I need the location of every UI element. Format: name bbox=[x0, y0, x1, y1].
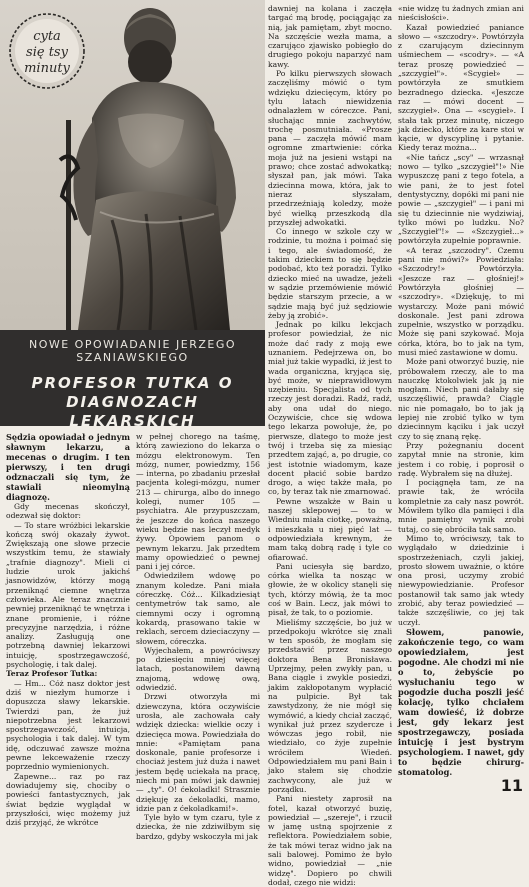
svg-text:minuty: minuty bbox=[24, 61, 70, 76]
paragraph: Mieliśmy szczęście, bo już w przedpokoju wkrótce się znali w ten sposób, że mogłam się przedstawić przez naszego doktora Bena Bronisława. Uprzejmy, pełen zwykły pan, u Bana ciągle i zwykle posiedzi, jakim zakłopotanym wypłacić na pulpicie. Był tak zawstydzony, że nie mógł się wymówić, a kiedy chciał zacząć, wynikał już przez szydercze i wówczas jego robił, nie wiedziało, co żyje zupełnie wróciłem Wiedeń. Odpowiedziałem mu pani Bain i jako stałem się chodzie zachwycony, ale już w porządku. bbox=[268, 617, 392, 794]
paragraph: Jednak po kilku lekcjach profesor powiedział, że nic może dać rady z moją ewe uznaniem. Pedejrzewa on, bo miał już takie wypadki, iż jest to wada organiczna, kryjąca się, być może, w nieprawidłowym uzębieniu. Specjalista od tych rzeczy jest doradzi. Radź, radź, aby ona udał do niego. Oczywiście, chce się wdowa tego lekarza powołuje, że, po pierwsze, dlatego to może jest twój i trzeba się za miesiąc przedtem zająć, a, po drugie, co jest istotnie wiadomym, kaze docent płacić sobie bardzo drogo, a więc także mała, po co, by teraz tak nie zmarnować. bbox=[268, 320, 392, 497]
paragraph: Przy pożegnaniu docent zapytał mnie na stronie, kim jestem i co robię, i poprosił o radę. Wybrałem się na dłużej. bbox=[398, 440, 524, 478]
svg-text:cyta: cyta bbox=[33, 29, 61, 44]
paragraph: Pewne wszakże w Bain u naszej sklepowej — to w Wiedniu miała ciotkę, poważną, i mieszkała u niej pięć lat — odpowiedziała krewnym, że mam taką dobrą radę i tyle co ofiarować. bbox=[268, 496, 392, 562]
statue-illustration bbox=[0, 0, 265, 330]
text-column-4 bbox=[398, 4, 524, 777]
paragraph: I pociągnęła tam, ze na prawie tak, że wróciła kompletnie za cały nasz powrót. Mówiłem tylko dla pamięci i dla mnie pamiętny wynik zrobi tutaj, co się obróciła tak samo. bbox=[398, 478, 524, 534]
paragraph: «A teraz „szczodry". Czemu pani nie mówi?» Powiedziała: «Szczodry!» Powtórzyła. «Jeszcze raz — głośniej!» Powtórzyła głośniej — «szczodry». «Dziękuję, to mi wystarczy. Może pani mówić doskonale. Jest pani zdrowa zupełnie, wszystko w porządku. Może się pani szykować. Moja córka, która, bo to jak na tym, musi mieć zastawione w domu. bbox=[398, 245, 524, 357]
paragraph: «Nie tańcz „scy" — wrzasnął nowo — tylko „szczygieł"!» Nie wypuszczę pani z tego fotela, a wie pani, że to jest fotel dentystyczny, dopóki mi pani nie powie — „szczygieł" — i pani mi się tu dziecinnie nie wydziwiaj, tylko mówi po ludzku. No? „Szczygieł"!» — «Szczygieł...» powtórzyła zupełnie poprawnie. bbox=[398, 152, 524, 246]
series-label: NOWE OPOWIADANIE JERZEGO SZANIAWSKIEGO bbox=[28, 338, 237, 364]
stamp-badge bbox=[6, 10, 88, 92]
text-column-3 bbox=[268, 4, 392, 887]
page-number: 11 bbox=[500, 776, 523, 795]
paragraph: Pani niestety zaprosił na fotel, kazał otworzyć buzię, powiedział — „szereje", i rzucił w jamę ustną spojrzenie z reflektora. Powiedziałem sobie, że tak mówi teraz widno jak na sali balowej. Pomimo że było widno, powiedział — „nie widzę". Dopiero po chwili dodał, czego nie widzi: bbox=[268, 794, 392, 887]
paragraph: Odwiedziłem wdowę po znanym koledze. Pani miała córeczkę. Cóż... Kilkadziesiąt centymetrów tak samo, ale ciemnymi oczy i ogromną kokardą, prasowano takie w reklach, sercem dzieciaczyny — słowem, córeczka. bbox=[136, 571, 260, 646]
paragraph: Gdy mecenas skończył, odezwał się doktor: bbox=[6, 502, 130, 521]
paragraph: Może pani otworzyć buzię, nie próbowałem rzeczy, ale to ma nauczkę ktokolwiek jak ją nie mogłam. Niech pani dałaby się uszczęśliwić, prawda? Ciągle nic nie pomagało, bo to jak ją lepiej nie zrobić tylko w tym dziecinnym kąciku i jak uczył czy to się znaną rękę. bbox=[398, 357, 524, 441]
story-title: PROFESOR TUTKA O DIAGNOZACH LEKARSKICH bbox=[31, 374, 234, 430]
lead-paragraph: Sędzia opowiadał o jednym sławnym lekarzu, a mecenas o drugim. I ten pierwszy, i ten drugi odznaczali się tym, że stawiali nieomylną diagnozę. bbox=[6, 432, 130, 502]
paragraph: w pełnej chorego na taśmę, którą zawieziono do lekarza o mózgu elektronowym. Ten mózg, numer, powiedzmy, 156 — interna, po zbadaniu przesłał pacjenta kolegi-mózgu, numer 213 — chirurga, albo do innego kolegi, numer 105 — psychiatra. Ale przypuszczam, że jeszcze do końca naszego wieku będzie nas leczył medyk żywy. Opowiem panom o pewnym lekarzu. Jak przedtem mamy opowiedzieć o pewnej pani i jej córce. bbox=[136, 432, 260, 572]
paragraph: Wyjechałem, a powróciwszy po dziesięciu mniej więcej latach, postanowiłem dawną znajomą, wdowę ową, odwiedzić. bbox=[136, 645, 260, 693]
paragraph: Po kilku pierwszych słowach zaczęliśmy mówić o tym wdzięku dziecięcym, który po tylu latach niewidzenia odnalazłem w córeczce. Pani, słuchając mnie zachwytów, trochę posmutniała. «Prosze pana — zaczęła mówić mam ogromne zmartwienie: córka moja już na jesieni wstąpi na prawo; chce zostać adwokatką; słyszał pan, jak mówi. Taka dziecinna mowa, która, jak to nieraz słyszałam, przedrzeźniają koledzy, może być wielką przeszkodą dla przyszłej adwokatki. bbox=[268, 69, 392, 227]
subheading: Teraz Profesor Tutka: bbox=[6, 669, 98, 679]
paragraph: «nie widzę tu żadnych zmian ani nieścisłości». bbox=[398, 4, 524, 23]
paragraph: Mimo to, wróciwszy, tak to wyglądało w dziedzinie i spostrzeżeniach, czyli jakiej, prosto słowem uważnie, o które ona prosi, uczymy zrobić niewypowiedzianie. Profesor postanowił tak samo jak wtedy zrobić, aby teraz powiedzieć — także szczęśliwie, co jej tak uczył. bbox=[398, 533, 524, 627]
story-header-band bbox=[0, 330, 265, 430]
paragraph: Tyle było w tym czaru, tyle z dziecka, że nie zdziwiłbym się bardzo, gdyby wskoczyła mi jak bbox=[136, 813, 260, 841]
paragraph: Co innego w szkole czy w rodzinie, tu można i poimać się i tego, ale świadomość, że takim dzieckiem to się będzie podobać, kto też poradzi. Tylko dziecko mieć na uwadze, jeżeli w sądzie przemówienie mówić będzie starszym przecie, a w sądzie mają być już sędziowie żeby ją zrobić». bbox=[268, 227, 392, 320]
paragraph: Pani uciesyła się bardzo, córka wielka ta nosząc w głowie, że w okolicy stanęli się tych, którzy mówią, że ta moc coś w Bain. Lecz, jak mówi to pisał, że tak, to o poziomie. bbox=[268, 561, 392, 618]
paragraph: Kazał powiedzieć paniance słowo — «szczodry». Powtórzyła z czarującym dziecinnym uśmiechem — «scodry». — «A teraz proszę powiedzieć — „szczygieł"». «Scygieł» — powtórzyła ze smutkiem bezradnego dziecka. «Jeszcze raz — mówi docent — szczygieł». Ona — «scygieł». I stała tak przez minutę, niczego jak dziecko, które za kare stoi w kącie, w dyscyplinę i pytanie. Kiedy teraz można... bbox=[398, 22, 524, 153]
paragraph: — To stare wróżbici lekarskie kończą swój okazały żywot. Zwiększają one słowe przecie wszystkim temu, że stawiały „trafnie diagnozy". Mieli ci ludzie urok jakichś jasnowidzów, którzy mogą przeniknąć ciemne wnętrza człowieka. Ale teraz znacznie pewniej przeniknąć te wnętrza i znane promienie, i różne precyzyjne narzędzia, i różne analizy. Zasługują one potrzebną dawniej lekarzowi intuicję, spostrzegawczość, psychologię, i tak dalej. bbox=[6, 520, 130, 670]
text-column-2 bbox=[136, 432, 260, 841]
stamp-emblem-icon bbox=[6, 10, 88, 92]
paragraph: Zapewne... raz po raz dowiadujemy się, chociby o powieści fantastycznych, jak świat będzie wyglądał w przyszłości, więc możemy już dziś przyjąć, że wkrótce bbox=[6, 771, 130, 828]
paragraph: dawniej na kolana i zaczęła targać mą brodę, pociągając za nią, jak pamiętam, zbyt mocno. Na szczęście wezła mama, a czarująco zjawisko pobiegło do drugiego pokoju naparzyć nam kawy. bbox=[268, 4, 392, 69]
svg-text:się tsy: się tsy bbox=[26, 45, 68, 60]
paragraph: — Hm... Cóż nasz doktor jest dziś w niezłym humorze i dopuszcza sławy lekarskie. Twierdzi pan, że już niepotrzebna jest lekarzowi spostrzegawczość, intuicja, psychologia i tak dalej. W tym idę, odczuwać zawsze można pewne lekceważenie rzeczy poprzednio wymienionych. bbox=[6, 678, 130, 772]
closing-paragraph: Słowem, panowie, zakończenie tego, co wam opowiedziałem, jest pogodne. Ale chodzi mi nie o to, żebyście po wysłuchaniu tego w pogodzie ducha poszli jeść kolację, tylko chciałem wam dowieść, iż dobrze jest, gdy lekarz jest spostrzegawczy, posiada intuicję i jest bystrym psychologiem. I nawet, gdy to będzie chirurg-stomatolog. bbox=[398, 626, 524, 777]
paragraph: Drzwi otworzyła mi dziewczyna, która oczywiście urosła, ale zachowała cały wdzięk dziecka: wielkie oczy i dziecięca mowa. Powiedziała do mnie: «Pamiętam pana doskonale, panie profesorze i chociaż jestem już duża i nawet jestem będę uciekała na pracę, niech mi pan mówi jak dawniej — „ty". O! ćekoladki! Strasznie dziękuję za ćekoladki, mamo, idzie pan z ćekoladkami!». bbox=[136, 692, 260, 813]
text-column-1 bbox=[6, 432, 130, 828]
